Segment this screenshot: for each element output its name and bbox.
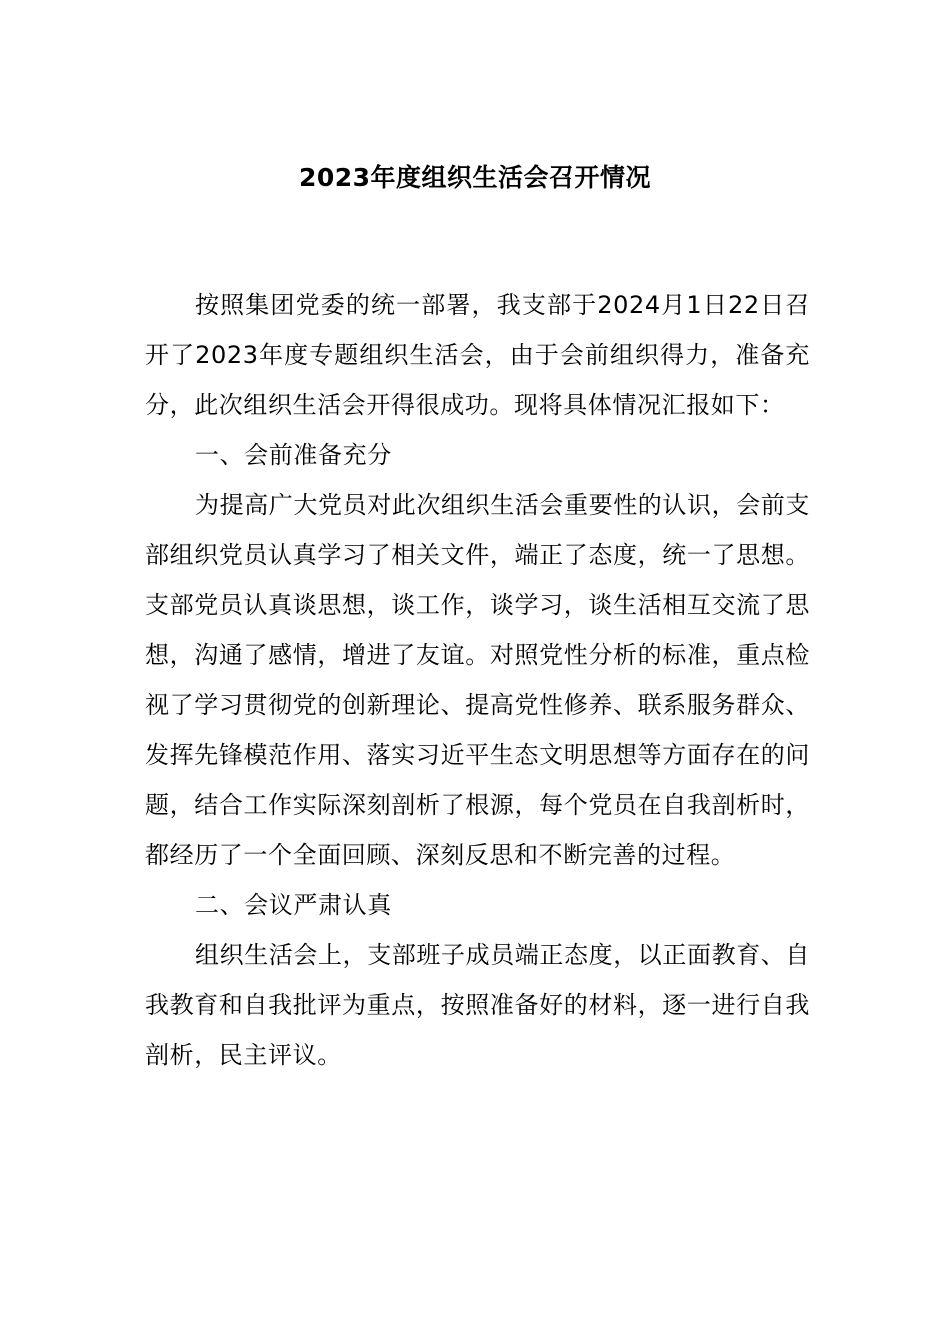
paragraph-intro: 按照集团党委的统一部署，我支部于2024月1日22日召开了2023年度专题组织生活会，由于会前组织得力，准备充分，此次组织生活会开得很成功。现将具体情况汇报如下： (145, 291, 810, 419)
paragraph-section-2: 组织生活会上，支部班子成员端正态度，以正面教育、自我教育和自我批评为重点，按照准备好的材料，逐一进行自我剖析，民主评议。 (145, 941, 810, 1069)
document-body (145, 280, 810, 1080)
document-title: 2023年度组织生活会召开情况 (298, 163, 652, 192)
paragraph-section-1: 为提高广大党员对此次组织生活会重要性的认识，会前支部组织党员认真学习了相关文件，端正了态度，统一了思想。支部党员认真谈思想，谈工作，谈学习，谈生活相互交流了思想，沟通了感情，增进了友谊。对照党性分析的标准，重点检视了学习贯彻党的创新理论、提高党性修养、联系服务群众、发挥先锋模范作用、落实习近平生态文明思想等方面存在的问题，结合工作实际深刻剖析了根源，每个党员在自我剖析时，都经历了一个全面回顾、深刻反思和不断完善的过程。 (145, 491, 810, 869)
section-heading-2: 二、会议严肃认真 (195, 891, 392, 919)
section-heading-1: 一、会前准备充分 (195, 441, 392, 469)
